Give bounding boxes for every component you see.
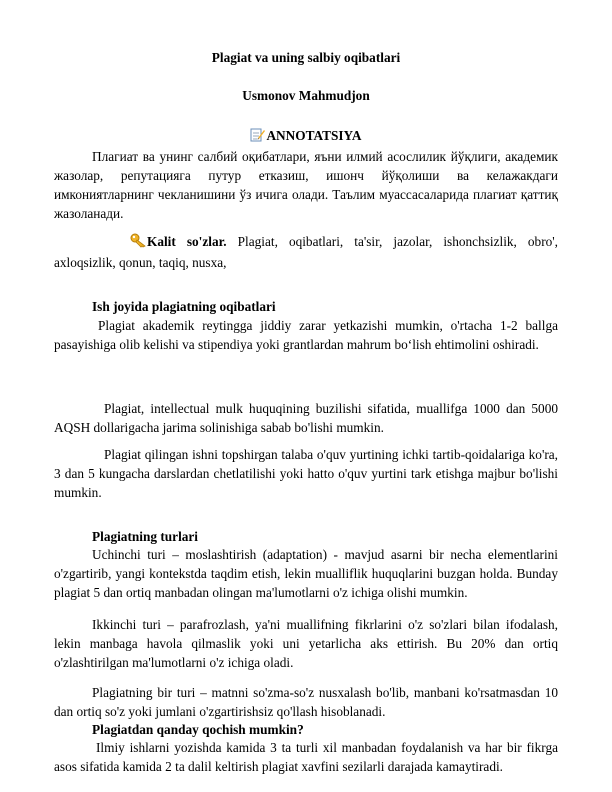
- section1-paragraph-1: Plagiat akademik reytingga jiddiy zarar yetkazishi mumkin, o'rtacha 1-2 ballga pasayishiga olib kelishi va stipendiya yoki grantlardan mahrum bo‘lish ehtimolini oshiradi.: [54, 318, 558, 352]
- section2-paragraph-2: Ikkinchi turi – parafrozlash, ya'ni muallifning fikrlarini o'z so'zlari bilan ifodalash, lekin manbaga havola qilmaslik yoki uni yetarlicha aks ettirish. Bu 20% dan ortiq o'zlashtirilgan ma'lumotlarni o'z ichiga oladi.: [54, 617, 558, 670]
- section1-paragraph-2: Plagiat, intellectual mulk huquqining buzilishi sifatida, muallifga 1000 dan 5000 AQSH dollarigacha jarima solinishiga sabab bo'lishi mumkin.: [54, 401, 558, 435]
- annotation-text: Плагиат ва унинг салбий оқибатлари, яъни илмий асослилик йўқлиги, академик жазолар, репутацияга путур етказиш, ишонч йўқолиши ва келажакдаги имкониятларнинг чекланишини ўз ичига олади. Таълим муассасаларида плагиат қаттиқ жазоланади.: [54, 149, 558, 221]
- document-title: Plagiat va uning salbiy oqibatlari: [211, 50, 401, 65]
- section3-paragraph-1: Ilmiy ishlarni yozishda kamida 3 ta turli xil manbadan foydalanish va har bir fikrga asos sifatida kamida 2 ta dalil keltirish plagiat xavfini sezilarli darajada kamaytiradi.: [54, 740, 558, 774]
- keywords-label: Kalit so'zlar.: [147, 234, 227, 249]
- key-icon: [92, 233, 146, 253]
- annotation-heading-row: [0, 127, 612, 146]
- memo-pencil-icon: [250, 127, 265, 146]
- section1-paragraph-3: Plagiat qilingan ishni topshirgan talaba o'quv yurtining ichki tartib-qoidalariga ko'ra, 3 dan 5 kungacha darslardan chetlatilishi yoki hatto o'quv yurtini tark etishga majbur bo'lishi mumkin.: [54, 447, 558, 500]
- section2-paragraph-3: Plagiatning bir turi – matnni so'zma-so'z nusxalash bo'lib, manbani ko'rsatmasdan 10 dan ortiq so'z yoki jumlani o'zgartirishsiz qo'llash hisoblanadi.: [54, 685, 558, 719]
- annotation-heading: ANNOTATSIYA: [266, 128, 362, 143]
- author-name: Usmonov Mahmudjon: [242, 88, 370, 103]
- keywords-text: Plagiat, oqibatlari, ta'sir, jazolar, ishonchsizlik, obro', axloqsizlik, qonun, taqiq, nusxa,: [54, 234, 558, 270]
- section2-paragraph-1: Uchinchi turi – moslashtirish (adaptation) - mavjud asarni bir necha elementlarini o'zgartirib, yangi kontekstda taqdim etish, lekin mualliflik huquqlarini buzgan holda. Bunday plagiat 5 dan ortiq manbadan olingan ma'lumotlarni o'z ichiga olishi mumkin.: [54, 547, 558, 600]
- section-heading-types: Plagiatning turlari: [92, 529, 199, 544]
- keywords-paragraph: [54, 232, 558, 272]
- section-heading-avoid: Plagiatdan qanday qochish mumkin?: [92, 722, 304, 737]
- section-heading-workplace: Ish joyida plagiatning oqibatlari: [92, 299, 276, 314]
